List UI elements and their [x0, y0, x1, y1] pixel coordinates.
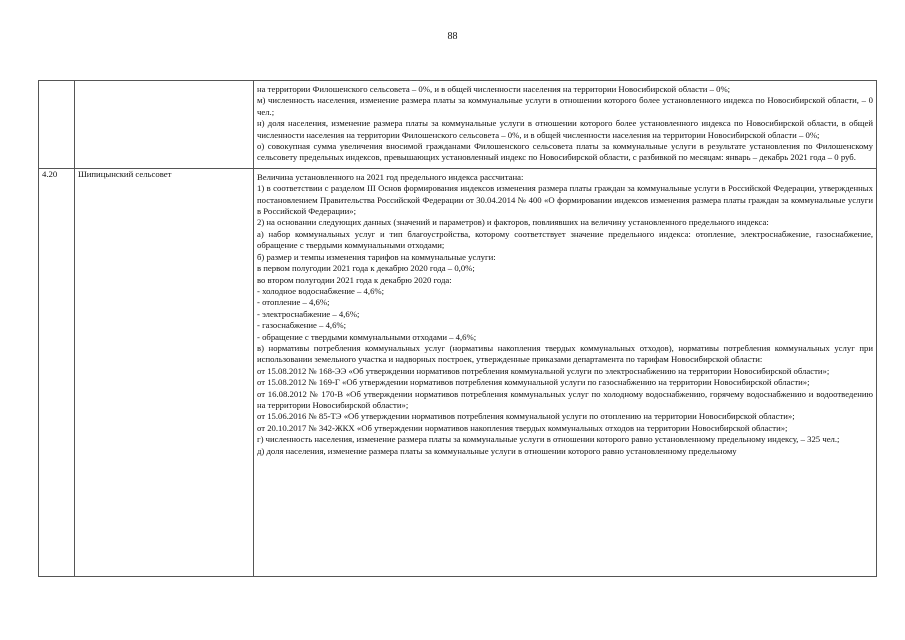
municipality-name-cell: Шипицынский сельсовет: [75, 168, 254, 576]
text-paragraph: а) набор коммунальных услуг и тип благоустройства, которому соответствует значение предельного индекса: отопление, электроснабжение, газоснабжение, обращение с твердыми коммунальными отходами;: [257, 228, 873, 251]
text-paragraph: - газоснабжение – 4,6%;: [257, 320, 347, 331]
text-paragraph: в) нормативы потребления коммунальных услуг (нормативы накопления твердых коммунальных отходов), нормативы потребления коммунальных услуг при использовании земельного участка и надворных построек, утвержденные приказами департамента по тарифам Новосибирской области:: [257, 342, 873, 365]
text-paragraph: 1) в соответствии с разделом III Основ формирования индексов изменения размера платы граждан за коммунальные услуги в Российской Федерации, утвержденных постановлением Правительства Российской Федерации от 30.04.2014 № 400 «О формировании индексов изменения размера платы граждан за коммунальные услуги в Российской Федерации»;: [257, 183, 873, 217]
table-row: [39, 168, 877, 576]
text-paragraph: г) численность населения, изменение размера платы за коммунальные услуги в отношении которого равно установленному предельному индексу, – 325 чел.;: [257, 434, 840, 445]
text-paragraph: от 20.10.2017 № 342-ЖКХ «Об утверждении нормативов накопления твердых коммунальных отходов на территории Новосибирской области»;: [257, 422, 788, 433]
description-cell: [254, 81, 877, 169]
text-paragraph: Величина установленного на 2021 год предельного индекса рассчитана:: [257, 171, 524, 182]
text-paragraph: во втором полугодии 2021 года к декабрю 2020 года:: [257, 274, 452, 285]
row-number-cell: 4.20: [39, 168, 75, 576]
municipality-name-cell: [75, 81, 254, 169]
index-table: [38, 80, 877, 577]
text-paragraph: б) размер и темпы изменения тарифов на коммунальные услуги:: [257, 251, 496, 262]
text-paragraph: в первом полугодии 2021 года к декабрю 2020 года – 0,0%;: [257, 263, 475, 274]
row-number-cell: [39, 81, 75, 169]
text-paragraph: на территории Филошенского сельсовета – 0%, и в общей численности населения на территории Новосибирской области – 0%;: [257, 84, 731, 94]
text-paragraph: 2) на основании следующих данных (значений и параметров) и факторов, повлиявших на величину установленного предельного индекса:: [257, 217, 769, 228]
text-paragraph: н) доля населения, изменение размера платы за коммунальные услуги в отношении которого более установленного индекса по Новосибирской области, в общей численности населения на территории Филошенского сельсовета – 0%, и в общей численности населения на территории Новосибирской области – 0%;: [257, 118, 873, 140]
text-paragraph: от 15.08.2012 № 168-ЭЭ «Об утверждении нормативов потребления коммунальной услуги по электроснабжению на территории Новосибирской области»;: [257, 365, 830, 376]
table-row: [39, 81, 877, 169]
page-number: 88: [447, 31, 458, 42]
text-paragraph: - обращение с твердыми коммунальными отходами – 4,6%;: [257, 331, 477, 342]
description-cell: [254, 168, 877, 576]
text-paragraph: от 15.06.2016 № 85-ТЭ «Об утверждении нормативов потребления коммунальной услуги по отоплению на территории Новосибирской области»;: [257, 411, 795, 422]
text-paragraph: - электроснабжение – 4,6%;: [257, 308, 360, 319]
text-paragraph: о) совокупная сумма увеличения вносимой гражданами Филошенского сельсовета платы за коммунальные услуги в результате установления по Филошенскому сельсовету предельных индексов, превышающих установленный индекс по Новосибирской области, с разбивкой по месяцам: январь – декабрь 2021 года – 0 руб.: [257, 141, 873, 163]
text-paragraph: - отопление – 4,6%;: [257, 297, 330, 308]
text-paragraph: м) численность населения, изменение размера платы за коммунальные услуги в отношении которого более установленного индекса по Новосибирской области, – 0 чел.;: [257, 95, 873, 117]
text-paragraph: от 16.08.2012 № 170-В «Об утверждении нормативов потребления коммунальных услуг по холодному водоснабжению, горячему водоснабжению и водоотведению на территории Новосибирской области»;: [257, 388, 873, 410]
text-paragraph: - холодное водоснабжение – 4,6%;: [257, 285, 385, 296]
text-paragraph: от 15.08.2012 № 169-Г «Об утверждении нормативов потребления коммунальной услуги по газоснабжению на территории Новосибирской области»;: [257, 377, 810, 388]
text-paragraph: д) доля населения, изменение размера платы за коммунальные услуги в отношении которого равно установленному предельному: [257, 445, 737, 456]
